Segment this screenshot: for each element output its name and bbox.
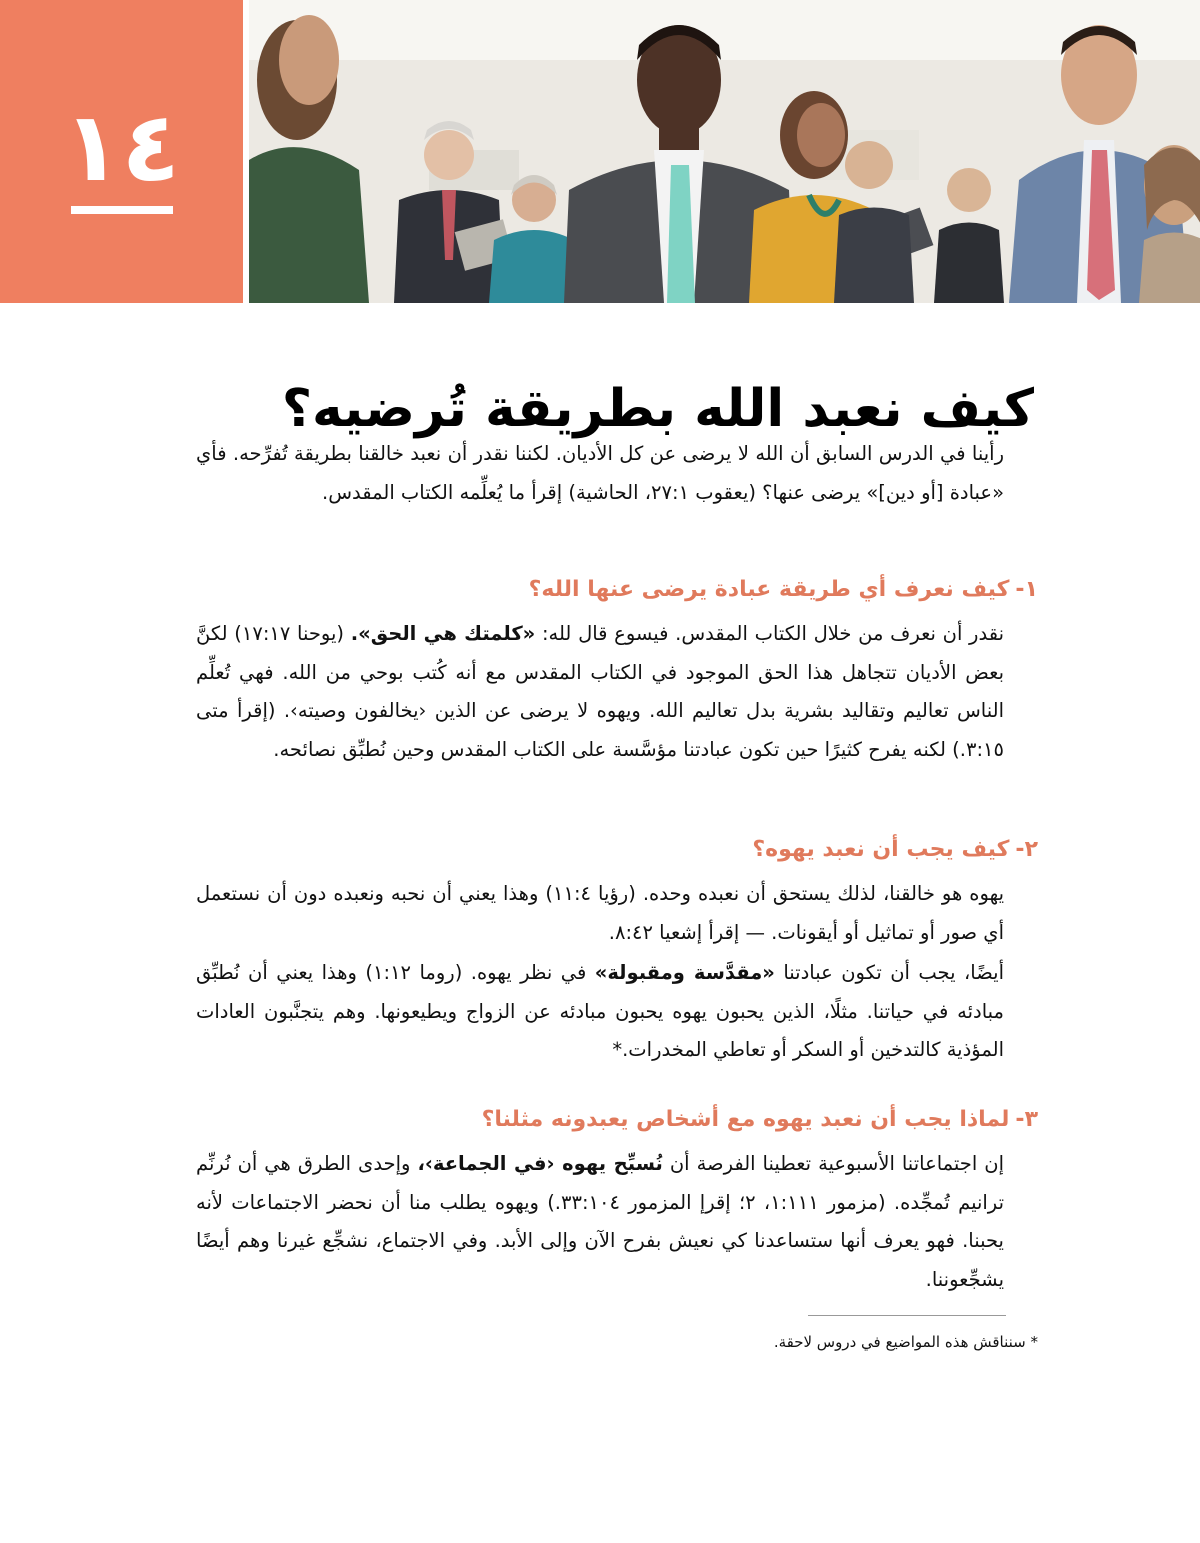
lesson-number-box bbox=[0, 0, 243, 303]
question-number-2: ٢- bbox=[1015, 837, 1038, 862]
paragraph-text: وإحدى الطرق هي أن نُرنِّم ترانيم تُمجِّده. (مزمور ١١١:‏١، ٢؛ إقرإ المزمور ١٠٤:‏٣٣.) ويهوه يطلب منا أن نحضر الاجتماعات لأنه يحبنا. فهو يعرف أنها ستساعدنا كي نعيش بفرح الآن وإلى الأبد. وفي الاجتماع، نشجِّع غيرنا وهم أيضًا يشجِّعوننا. bbox=[196, 1152, 1004, 1291]
answer-paragraph-2a bbox=[196, 875, 1038, 952]
answer-paragraph-3 bbox=[196, 1145, 1038, 1299]
question-text-1: كيف نعرف أي طريقة عبادة يرضى عنها الله؟ bbox=[528, 577, 1010, 602]
scripture-quote: «مقدَّسة ومقبولة» bbox=[594, 961, 775, 984]
answer-paragraph-1 bbox=[196, 615, 1038, 769]
paragraph-text: في نظر يهوه. (روما ١٢:‏١) وهذا يعني أن نُطبِّق مبادئه في حياتنا. مثلًا، الذين يحبون يهوه يحبون مبادئه عن الزواج ويطيعونها. وهم يتجنَّبون العادات المؤذية كالتدخين أو السكر أو تعاطي المخدرات.* bbox=[196, 961, 1004, 1061]
lesson-number-underline bbox=[71, 206, 173, 214]
question-heading-2 bbox=[196, 833, 1038, 867]
lesson-number: ١٤ bbox=[62, 91, 181, 203]
lesson-banner bbox=[0, 0, 1200, 303]
question-heading-1 bbox=[196, 573, 1038, 607]
paragraph-text: يهوه هو خالقنا، لذلك يستحق أن نعبده وحده. (رؤيا ٤:‏١١) وهذا يعني أن نحبه ونعبده دون أن نستعمل أي صور أو تماثيل أو أيقونات. — إقرأ إشعيا ٤٢:‏٨. bbox=[196, 882, 1004, 944]
scripture-quote: نُسبِّح يهوه ‹في الجماعة›، bbox=[417, 1152, 663, 1175]
question-heading-3 bbox=[196, 1103, 1038, 1137]
congregation-illustration bbox=[249, 0, 1200, 303]
scripture-quote: «كلمتك هي الحق». bbox=[350, 622, 536, 645]
question-section-1 bbox=[196, 573, 1038, 769]
question-number-1: ١- bbox=[1015, 577, 1038, 602]
question-number-3: ٣- bbox=[1015, 1107, 1038, 1132]
intro-paragraph: رأينا في الدرس السابق أن الله لا يرضى عن كل الأديان. لكننا نقدر أن نعبد خالقنا بطريقة تُفرِّحه. فأي «عبادة [أو دين]» يرضى عنها؟ (يعقوب ١:‏٢٧، الحاشية) إقرأ ما يُعلِّمه الكتاب المقدس. bbox=[196, 442, 1004, 504]
question-text-2: كيف يجب أن نعبد يهوه؟ bbox=[752, 837, 1010, 862]
question-text-3: لماذا يجب أن نعبد يهوه مع أشخاص يعبدونه مثلنا؟ bbox=[481, 1107, 1010, 1132]
answer-paragraph-2b bbox=[196, 954, 1038, 1070]
paragraph-text: أيضًا، يجب أن تكون عبادتنا bbox=[774, 961, 1004, 984]
footnote: * سنناقش هذه المواضيع في دروس لاحقة. bbox=[773, 1333, 1038, 1351]
question-section-3 bbox=[196, 1103, 1038, 1299]
page-title: كيف نعبد الله بطريقة تُرضيه؟ bbox=[281, 378, 1034, 439]
paragraph-text: (يوحنا ١٧:‏١٧) لكنَّ بعض الأديان تتجاهل هذا الحق الموجود في الكتاب المقدس مع أنه كُتب بوحي من الله. فهي تُعلِّم الناس تعاليم وتقاليد بشرية بدل تعاليم الله. ويهوه لا يرضى عن الذين ‹يخالفون وصيته›. (إقرأ متى ١٥:‏٣.) لكنه يفرح كثيرًا حين تكون عبادتنا مؤسَّسة على الكتاب المقدس وحين نُطبِّق نصائحه. bbox=[196, 622, 1004, 761]
paragraph-text: إن اجتماعاتنا الأسبوعية تعطينا الفرصة أن bbox=[662, 1152, 1004, 1175]
congregation-photo bbox=[249, 0, 1200, 303]
paragraph-text: نقدر أن نعرف من خلال الكتاب المقدس. فيسوع قال لله: bbox=[535, 622, 1004, 645]
footnote-divider bbox=[808, 1315, 1006, 1316]
question-section-2 bbox=[196, 833, 1038, 1070]
